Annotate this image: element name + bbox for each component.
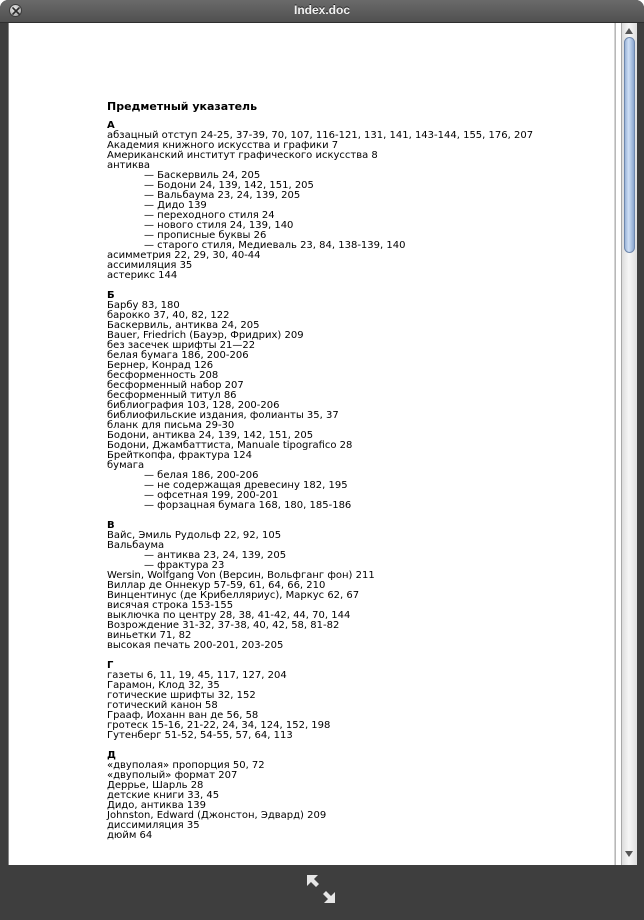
document-page <box>9 23 616 865</box>
scroll-up-icon[interactable] <box>625 28 633 34</box>
index-entry: Винцентинус (де Крибелляриус), Маркус 62, 67 <box>107 590 360 601</box>
index-entry: Баскервиль, антиква 24, 205 <box>107 320 260 331</box>
index-entry: без засечек шрифты 21—22 <box>107 340 256 351</box>
index-subentry: — прописные буквы 26 <box>144 230 267 241</box>
scroll-down-icon[interactable] <box>625 851 633 857</box>
index-entry: готические шрифты 32, 152 <box>107 690 256 701</box>
index-subentry: — Дидо 139 <box>144 200 207 211</box>
section-letter: Д <box>107 750 116 761</box>
index-entry: антиква <box>107 160 151 171</box>
index-subentry: — Бодони 24, 139, 142, 151, 205 <box>144 180 314 191</box>
index-entry: «двуполая» пропорция 50, 72 <box>107 760 265 771</box>
index-entry: Бодони, антиква 24, 139, 142, 151, 205 <box>107 430 314 441</box>
bottom-toolbar <box>8 866 636 912</box>
index-entry: готический канон 58 <box>107 700 218 711</box>
index-entry: барокко 37, 40, 82, 122 <box>107 310 230 321</box>
index-section <box>107 661 607 741</box>
index-section <box>107 751 607 841</box>
index-entry: Виллар де Оннекур 57-59, 61, 64, 66, 210 <box>107 580 326 591</box>
index-subentry: — Баскервиль 24, 205 <box>144 170 261 181</box>
index-subentry: — нового стиля 24, 139, 140 <box>144 220 294 231</box>
index-entry: гротеск 15-16, 21-22, 24, 34, 124, 152, 198 <box>107 720 331 731</box>
index-entry: Вайс, Эмиль Рудольф 22, 92, 105 <box>107 530 282 541</box>
index-entry: Bauer, Friedrich (Бауэр, Фридрих) 209 <box>107 330 304 341</box>
index-entry: Бодони, Джамбаттиста, Manuale tipografico 28 <box>107 440 353 451</box>
index-entry: детские книги 33, 45 <box>107 790 220 801</box>
index-entry: Вальбаума <box>107 540 165 551</box>
window-title: Index.doc <box>293 3 350 17</box>
scroll-thumb[interactable] <box>624 37 635 253</box>
index-entry: асимметрия 22, 29, 30, 40-44 <box>107 250 261 261</box>
index-entry: Гутенберг 51-52, 54-55, 57, 64, 113 <box>107 730 293 741</box>
index-entry: Гарамон, Клод 32, 35 <box>107 680 220 691</box>
index-subentry: — белая 186, 200-206 <box>144 470 259 481</box>
index-subentry: — не содержащая древесину 182, 195 <box>144 480 348 491</box>
fullscreen-button[interactable] <box>304 872 338 906</box>
document-body <box>107 101 607 851</box>
index-entry: бесформенный титул 86 <box>107 390 237 401</box>
index-subentry: — форзацная бумага 168, 180, 185-186 <box>144 500 352 511</box>
index-entry: Американский институт графического искусства 8 <box>107 150 378 161</box>
index-subentry: — переходного стиля 24 <box>144 210 275 221</box>
section-letter: Б <box>107 290 115 301</box>
section-letter: А <box>107 120 115 131</box>
index-entry: виньетки 71, 82 <box>107 630 192 641</box>
index-entry: Дидо, антиква 139 <box>107 800 207 811</box>
index-subentry: — Вальбаума 23, 24, 139, 205 <box>144 190 301 201</box>
index-subentry: — старого стиля, Медиеваль 23, 84, 138-139, 140 <box>144 240 406 251</box>
index-section <box>107 121 607 281</box>
index-entry: Бернер, Конрад 126 <box>107 360 214 371</box>
index-entry: дюйм 64 <box>107 830 153 841</box>
index-entry: библиография 103, 128, 200-206 <box>107 400 280 411</box>
index-entry: бланк для письма 29-30 <box>107 420 235 431</box>
index-subentry: — офсетная 199, 200-201 <box>144 490 279 501</box>
index-section <box>107 291 607 511</box>
index-entry: диссимиляция 35 <box>107 820 200 831</box>
index-entry: висячая строка 153-155 <box>107 600 234 611</box>
index-subentry: — фрактура 23 <box>144 560 225 571</box>
index-entry: Барбу 83, 180 <box>107 300 180 311</box>
index-sections <box>107 121 607 841</box>
index-entry: выключка по центру 28, 38, 41-42, 44, 70, 144 <box>107 610 351 621</box>
vertical-scrollbar[interactable] <box>621 23 637 865</box>
document-title: Предметный указатель <box>107 100 258 113</box>
index-entry: библиофильские издания, фолианты 35, 37 <box>107 410 339 421</box>
index-entry: газеты 6, 11, 19, 45, 117, 127, 204 <box>107 670 287 681</box>
index-entry: бесформенный набор 207 <box>107 380 244 391</box>
index-entry: Академия книжного искусства и графики 7 <box>107 140 339 151</box>
index-entry: белая бумага 186, 200-206 <box>107 350 249 361</box>
index-entry: «двуполый» формат 207 <box>107 770 238 781</box>
index-entry: Брейткопфа, фрактура 124 <box>107 450 252 461</box>
index-entry: астерикс 144 <box>107 270 178 281</box>
index-entry: высокая печать 200-201, 203-205 <box>107 640 284 651</box>
index-entry: Грааф, Иоханн ван де 56, 58 <box>107 710 259 721</box>
fullscreen-icon <box>304 872 338 906</box>
index-entry: Деррье, Шарль 28 <box>107 780 204 791</box>
index-entry: Возрождение 31-32, 37-38, 40, 42, 58, 81-82 <box>107 620 340 631</box>
index-entry: Wersin, Wolfgang Von (Версин, Вольфганг фон) 211 <box>107 570 375 581</box>
index-subentry: — антиква 23, 24, 139, 205 <box>144 550 287 561</box>
index-entry: абзацный отступ 24-25, 37-39, 70, 107, 116-121, 131, 141, 143-144, 155, 176, 207 <box>107 130 534 141</box>
document-viewport[interactable] <box>8 23 637 865</box>
title-bar[interactable] <box>0 0 644 23</box>
index-entry: бумага <box>107 460 145 471</box>
index-section <box>107 521 607 651</box>
section-letter: Г <box>107 660 114 671</box>
index-entry: бесформенность 208 <box>107 370 219 381</box>
index-entry: Johnston, Edward (Джонстон, Эдвард) 209 <box>107 810 327 821</box>
index-entry: ассимиляция 35 <box>107 260 193 271</box>
section-letter: В <box>107 520 115 531</box>
